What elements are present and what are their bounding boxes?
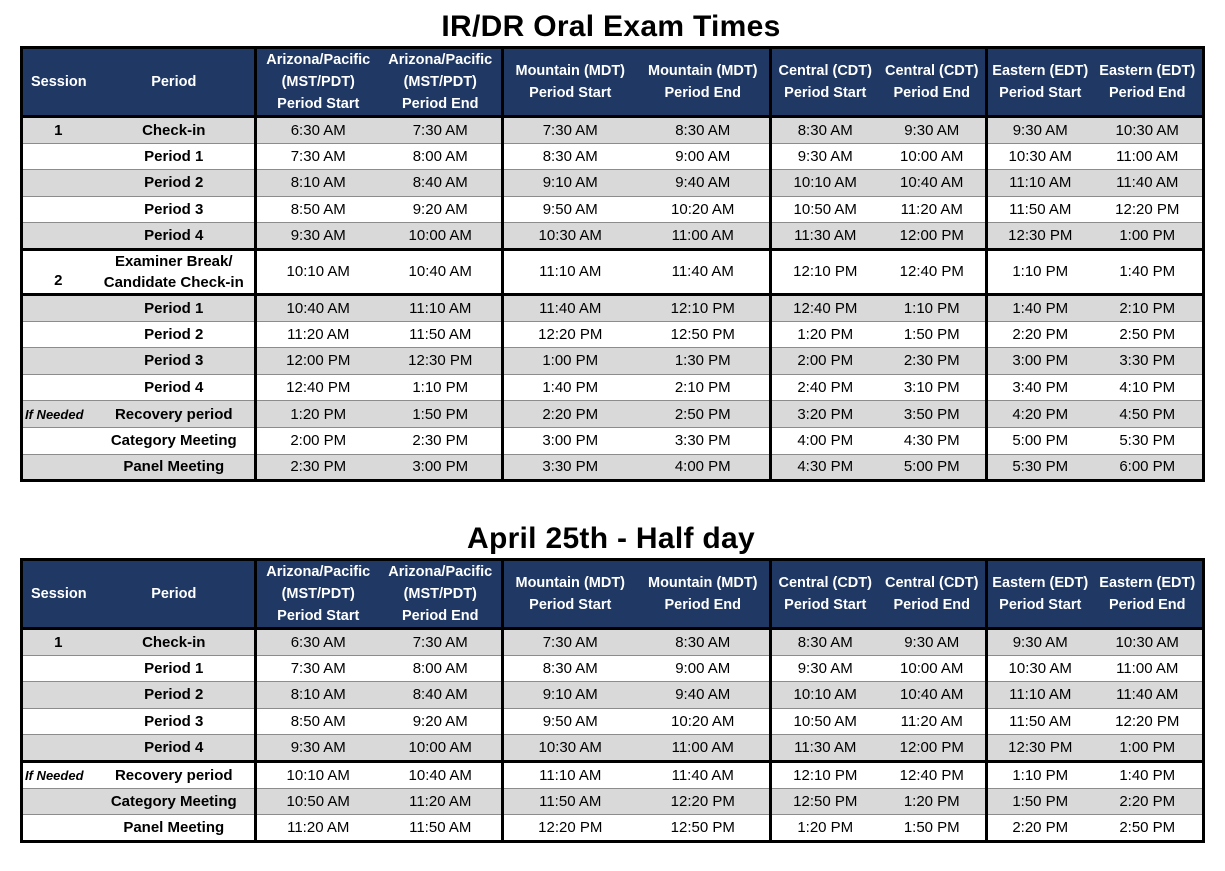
table-row — [22, 815, 1204, 842]
header-line: Period End — [664, 597, 742, 613]
time-cell: 2:10 PM — [637, 374, 771, 401]
session-cell — [22, 682, 94, 709]
time-cell: 11:40 AM — [637, 761, 771, 788]
time-cell: 8:30 AM — [637, 629, 771, 656]
time-cell: 10:40 AM — [256, 294, 380, 321]
period-cell: Check-in — [94, 629, 256, 656]
header-line: (MST/PDT) — [281, 74, 355, 90]
table-row — [22, 629, 1204, 656]
time-cell: 7:30 AM — [503, 629, 637, 656]
period-cell: Period 2 — [94, 321, 256, 348]
header-line: Arizona/Pacific — [388, 564, 493, 580]
time-cell: 1:10 PM — [380, 374, 503, 401]
column-header-az-end — [380, 48, 503, 117]
time-cell: 1:10 PM — [987, 761, 1093, 788]
time-cell: 2:20 PM — [1093, 788, 1204, 815]
time-cell: 2:00 PM — [256, 427, 380, 454]
half-day-times-table — [20, 558, 1205, 843]
table-row — [22, 735, 1204, 762]
time-cell: 10:40 AM — [879, 682, 987, 709]
header-row — [22, 48, 1204, 117]
column-header-az-start — [256, 560, 380, 629]
time-cell: 12:30 PM — [987, 223, 1093, 250]
time-cell: 10:30 AM — [503, 735, 637, 762]
table-row — [22, 427, 1204, 454]
time-cell: 4:30 PM — [879, 427, 987, 454]
header-line: Period Start — [999, 597, 1082, 613]
table-row — [22, 348, 1204, 375]
column-header-period: Period — [94, 48, 256, 117]
time-cell: 10:40 AM — [380, 249, 503, 294]
time-cell: 6:00 PM — [1093, 454, 1204, 481]
time-cell: 11:00 AM — [1093, 143, 1204, 170]
time-cell: 10:30 AM — [1093, 117, 1204, 144]
table-row — [22, 321, 1204, 348]
time-cell: 9:00 AM — [637, 655, 771, 682]
time-cell: 12:30 PM — [380, 348, 503, 375]
session-cell — [22, 655, 94, 682]
period-cell: Period 3 — [94, 196, 256, 223]
time-cell: 12:00 PM — [256, 348, 380, 375]
time-cell: 11:30 AM — [771, 735, 879, 762]
time-cell: 10:00 AM — [879, 143, 987, 170]
column-header-et-start — [987, 48, 1093, 117]
time-cell: 9:50 AM — [503, 196, 637, 223]
time-cell: 11:00 AM — [1093, 655, 1204, 682]
time-cell: 2:10 PM — [1093, 294, 1204, 321]
header-line: (MST/PDT) — [403, 586, 477, 602]
table-row — [22, 170, 1204, 197]
time-cell: 12:20 PM — [1093, 708, 1204, 735]
half-day-title: April 25th - Half day — [466, 522, 756, 555]
time-cell: 7:30 AM — [503, 117, 637, 144]
column-header-mt-end — [637, 48, 771, 117]
table-row — [22, 761, 1204, 788]
session-cell — [22, 294, 94, 321]
time-cell: 11:50 AM — [987, 196, 1093, 223]
time-cell: 1:30 PM — [637, 348, 771, 375]
time-cell: 12:20 PM — [1093, 196, 1204, 223]
header-line: Arizona/Pacific — [388, 52, 493, 68]
column-header-et-end — [1093, 560, 1204, 629]
session-cell — [22, 223, 94, 250]
period-cell: Category Meeting — [94, 427, 256, 454]
time-cell: 5:30 PM — [987, 454, 1093, 481]
time-cell: 4:50 PM — [1093, 401, 1204, 428]
time-cell: 1:00 PM — [1093, 735, 1204, 762]
header-line: Period Start — [529, 597, 612, 613]
session-cell — [22, 170, 94, 197]
time-cell: 10:00 AM — [380, 223, 503, 250]
time-cell: 2:30 PM — [380, 427, 503, 454]
column-header-period: Period — [94, 560, 256, 629]
period-cell: Period 4 — [94, 374, 256, 401]
time-cell: 12:40 PM — [256, 374, 380, 401]
time-cell: 8:50 AM — [256, 708, 380, 735]
time-cell: 10:40 AM — [380, 761, 503, 788]
time-cell: 10:40 AM — [879, 170, 987, 197]
time-cell: 8:40 AM — [380, 170, 503, 197]
column-header-ct-start — [771, 560, 879, 629]
header-line: (MST/PDT) — [281, 586, 355, 602]
time-cell: 8:30 AM — [771, 629, 879, 656]
time-cell: 1:50 PM — [879, 815, 987, 842]
time-cell: 9:20 AM — [380, 708, 503, 735]
time-cell: 1:10 PM — [879, 294, 987, 321]
header-line: Arizona/Pacific — [266, 564, 371, 580]
period-cell: Period 2 — [94, 682, 256, 709]
time-cell: 10:50 AM — [771, 196, 879, 223]
time-cell: 7:30 AM — [380, 117, 503, 144]
time-cell: 4:30 PM — [771, 454, 879, 481]
schedule-section-main — [20, 10, 1202, 482]
time-cell: 10:00 AM — [879, 655, 987, 682]
time-cell: 1:20 PM — [256, 401, 380, 428]
table-row — [22, 196, 1204, 223]
time-cell: 8:10 AM — [256, 682, 380, 709]
time-cell: 2:30 PM — [256, 454, 380, 481]
period-cell: Recovery period — [94, 401, 256, 428]
time-cell: 9:30 AM — [987, 629, 1093, 656]
session-cell — [22, 143, 94, 170]
session-cell: If Needed — [22, 761, 94, 788]
time-cell: 2:20 PM — [987, 321, 1093, 348]
time-cell: 9:30 AM — [987, 117, 1093, 144]
time-cell: 12:30 PM — [987, 735, 1093, 762]
page-title: IR/DR Oral Exam Times — [441, 10, 781, 43]
time-cell: 11:10 AM — [380, 294, 503, 321]
time-cell: 10:30 AM — [987, 655, 1093, 682]
time-cell: 8:30 AM — [503, 143, 637, 170]
period-cell: Period 3 — [94, 348, 256, 375]
header-line: Period End — [664, 85, 742, 101]
header-line: Period End — [893, 597, 971, 613]
time-cell: 8:30 AM — [503, 655, 637, 682]
time-cell: 4:00 PM — [637, 454, 771, 481]
period-cell: Panel Meeting — [94, 815, 256, 842]
table-row — [22, 117, 1204, 144]
header-line: Eastern (EDT) — [992, 575, 1089, 591]
time-cell: 2:50 PM — [637, 401, 771, 428]
time-cell: 9:50 AM — [503, 708, 637, 735]
time-cell: 9:20 AM — [380, 196, 503, 223]
header-line: Period End — [893, 85, 971, 101]
period-cell: Period 2 — [94, 170, 256, 197]
header-line: Arizona/Pacific — [266, 52, 371, 68]
header-line: Eastern (EDT) — [1099, 63, 1196, 79]
time-cell: 3:50 PM — [879, 401, 987, 428]
period-cell — [94, 249, 256, 294]
header-row — [22, 560, 1204, 629]
time-cell: 1:40 PM — [1093, 249, 1204, 294]
time-cell: 9:00 AM — [637, 143, 771, 170]
header-line: Period End — [1108, 85, 1186, 101]
time-cell: 9:40 AM — [637, 682, 771, 709]
session-cell: 1 — [22, 629, 94, 656]
time-cell: 7:30 AM — [256, 143, 380, 170]
time-cell: 4:20 PM — [987, 401, 1093, 428]
time-cell: 3:40 PM — [987, 374, 1093, 401]
time-cell: 5:30 PM — [1093, 427, 1204, 454]
time-cell: 2:20 PM — [987, 815, 1093, 842]
header-line: Period Start — [999, 85, 1082, 101]
period-cell: Period 1 — [94, 655, 256, 682]
column-header-session: Session — [22, 560, 94, 629]
header-line: Period Start — [277, 608, 360, 624]
time-cell: 2:30 PM — [879, 348, 987, 375]
header-line: Period Start — [529, 85, 612, 101]
time-cell: 12:40 PM — [879, 761, 987, 788]
time-cell: 12:50 PM — [771, 788, 879, 815]
header-line: Central (CDT) — [885, 63, 979, 79]
time-cell: 2:00 PM — [771, 348, 879, 375]
time-cell: 8:00 AM — [380, 143, 503, 170]
time-cell: 8:10 AM — [256, 170, 380, 197]
header-line: Mountain (MDT) — [647, 575, 758, 591]
time-cell: 11:50 AM — [380, 321, 503, 348]
column-header-mt-start — [503, 560, 637, 629]
time-cell: 3:00 PM — [380, 454, 503, 481]
time-cell: 9:10 AM — [503, 682, 637, 709]
time-cell: 12:40 PM — [771, 294, 879, 321]
column-header-et-start — [987, 560, 1093, 629]
time-cell: 1:10 PM — [987, 249, 1093, 294]
table-row — [22, 294, 1204, 321]
time-cell: 4:10 PM — [1093, 374, 1204, 401]
time-cell: 11:20 AM — [879, 708, 987, 735]
time-cell: 10:50 AM — [256, 788, 380, 815]
time-cell: 5:00 PM — [879, 454, 987, 481]
header-line: Period End — [1108, 597, 1186, 613]
time-cell: 1:40 PM — [987, 294, 1093, 321]
session-cell — [22, 196, 94, 223]
session-cell — [22, 788, 94, 815]
time-cell: 11:50 AM — [380, 815, 503, 842]
header-line: Period Start — [784, 85, 867, 101]
time-cell: 1:40 PM — [503, 374, 637, 401]
time-cell: 11:00 AM — [637, 223, 771, 250]
time-cell: 1:00 PM — [1093, 223, 1204, 250]
time-cell: 8:30 AM — [637, 117, 771, 144]
header-line: Period Start — [784, 597, 867, 613]
time-cell: 8:40 AM — [380, 682, 503, 709]
time-cell: 3:00 PM — [987, 348, 1093, 375]
column-header-mt-start — [503, 48, 637, 117]
time-cell: 1:50 PM — [987, 788, 1093, 815]
time-cell: 10:30 AM — [1093, 629, 1204, 656]
time-cell: 11:50 AM — [503, 788, 637, 815]
time-cell: 9:30 AM — [256, 223, 380, 250]
session-cell: 2 — [22, 249, 94, 294]
period-cell: Period 3 — [94, 708, 256, 735]
header-line: Period Start — [277, 96, 360, 112]
session-cell — [22, 454, 94, 481]
session-cell — [22, 348, 94, 375]
time-cell: 9:30 AM — [879, 629, 987, 656]
time-cell: 11:40 AM — [1093, 170, 1204, 197]
time-cell: 12:20 PM — [503, 815, 637, 842]
header-line: (MST/PDT) — [403, 74, 477, 90]
time-cell: 2:40 PM — [771, 374, 879, 401]
column-header-et-end — [1093, 48, 1204, 117]
session-cell: If Needed — [22, 401, 94, 428]
time-cell: 4:00 PM — [771, 427, 879, 454]
period-line: Candidate Check-in — [103, 273, 244, 291]
session-cell — [22, 427, 94, 454]
period-cell: Period 4 — [94, 223, 256, 250]
time-cell: 11:10 AM — [987, 682, 1093, 709]
time-cell: 7:30 AM — [380, 629, 503, 656]
time-cell: 8:30 AM — [771, 117, 879, 144]
time-cell: 1:20 PM — [879, 788, 987, 815]
time-cell: 12:20 PM — [637, 788, 771, 815]
time-cell: 11:20 AM — [879, 196, 987, 223]
table-row — [22, 143, 1204, 170]
time-cell: 11:40 AM — [503, 294, 637, 321]
time-cell: 3:30 PM — [503, 454, 637, 481]
table-row — [22, 223, 1204, 250]
table-row — [22, 655, 1204, 682]
time-cell: 3:20 PM — [771, 401, 879, 428]
time-cell: 10:30 AM — [987, 143, 1093, 170]
time-cell: 10:30 AM — [503, 223, 637, 250]
schedule-section-half-day — [20, 522, 1202, 843]
header-line: Central (CDT) — [778, 63, 872, 79]
time-cell: 9:40 AM — [637, 170, 771, 197]
time-cell: 10:10 AM — [771, 170, 879, 197]
column-header-az-start — [256, 48, 380, 117]
time-cell: 11:20 AM — [256, 815, 380, 842]
time-cell: 2:50 PM — [1093, 321, 1204, 348]
time-cell: 12:40 PM — [879, 249, 987, 294]
time-cell: 1:50 PM — [879, 321, 987, 348]
time-cell: 12:00 PM — [879, 223, 987, 250]
session-cell — [22, 374, 94, 401]
time-cell: 1:00 PM — [503, 348, 637, 375]
period-cell: Period 1 — [94, 143, 256, 170]
column-header-ct-start — [771, 48, 879, 117]
time-cell: 1:50 PM — [380, 401, 503, 428]
time-cell: 11:10 AM — [987, 170, 1093, 197]
header-line: Period End — [401, 608, 479, 624]
header-line: Eastern (EDT) — [992, 63, 1089, 79]
session-cell — [22, 321, 94, 348]
time-cell: 11:00 AM — [637, 735, 771, 762]
time-cell: 11:30 AM — [771, 223, 879, 250]
column-header-ct-end — [879, 48, 987, 117]
time-cell: 5:00 PM — [987, 427, 1093, 454]
time-cell: 9:30 AM — [771, 143, 879, 170]
header-line: Mountain (MDT) — [515, 575, 626, 591]
column-header-az-end — [380, 560, 503, 629]
session-cell — [22, 735, 94, 762]
time-cell: 2:50 PM — [1093, 815, 1204, 842]
time-cell: 10:20 AM — [637, 196, 771, 223]
time-cell: 11:40 AM — [637, 249, 771, 294]
time-cell: 12:10 PM — [637, 294, 771, 321]
time-cell: 3:30 PM — [1093, 348, 1204, 375]
time-cell: 10:10 AM — [256, 249, 380, 294]
header-line: Eastern (EDT) — [1099, 575, 1196, 591]
header-line: Period End — [401, 96, 479, 112]
time-cell: 6:30 AM — [256, 629, 380, 656]
time-cell: 3:10 PM — [879, 374, 987, 401]
time-cell: 7:30 AM — [256, 655, 380, 682]
table-row — [22, 249, 1204, 294]
table-row — [22, 708, 1204, 735]
time-cell: 9:30 AM — [256, 735, 380, 762]
time-cell: 1:20 PM — [771, 815, 879, 842]
period-cell: Panel Meeting — [94, 454, 256, 481]
period-cell: Check-in — [94, 117, 256, 144]
header-line: Central (CDT) — [778, 575, 872, 591]
header-line: Central (CDT) — [885, 575, 979, 591]
table-row — [22, 788, 1204, 815]
time-cell: 10:10 AM — [256, 761, 380, 788]
time-cell: 10:50 AM — [771, 708, 879, 735]
period-cell: Period 1 — [94, 294, 256, 321]
time-cell: 9:30 AM — [879, 117, 987, 144]
period-line: Examiner Break/ — [114, 252, 233, 270]
table-row — [22, 682, 1204, 709]
time-cell: 11:20 AM — [380, 788, 503, 815]
period-cell: Period 4 — [94, 735, 256, 762]
time-cell: 12:50 PM — [637, 321, 771, 348]
column-header-mt-end — [637, 560, 771, 629]
table-row — [22, 374, 1204, 401]
time-cell: 3:30 PM — [637, 427, 771, 454]
time-cell: 11:50 AM — [987, 708, 1093, 735]
time-cell: 12:10 PM — [771, 761, 879, 788]
time-cell: 10:10 AM — [771, 682, 879, 709]
time-cell: 12:00 PM — [879, 735, 987, 762]
time-cell: 9:30 AM — [771, 655, 879, 682]
session-cell — [22, 708, 94, 735]
time-cell: 11:10 AM — [503, 761, 637, 788]
header-line: Mountain (MDT) — [647, 63, 758, 79]
time-cell: 8:50 AM — [256, 196, 380, 223]
time-cell: 3:00 PM — [503, 427, 637, 454]
header-line: Mountain (MDT) — [515, 63, 626, 79]
session-cell — [22, 815, 94, 842]
time-cell: 12:20 PM — [503, 321, 637, 348]
table-row — [22, 454, 1204, 481]
time-cell: 12:10 PM — [771, 249, 879, 294]
period-cell: Recovery period — [94, 761, 256, 788]
time-cell: 9:10 AM — [503, 170, 637, 197]
time-cell: 11:10 AM — [503, 249, 637, 294]
time-cell: 6:30 AM — [256, 117, 380, 144]
time-cell: 11:40 AM — [1093, 682, 1204, 709]
time-cell: 12:50 PM — [637, 815, 771, 842]
table-row — [22, 401, 1204, 428]
column-header-session: Session — [22, 48, 94, 117]
time-cell: 10:00 AM — [380, 735, 503, 762]
time-cell: 10:20 AM — [637, 708, 771, 735]
time-cell: 1:40 PM — [1093, 761, 1204, 788]
time-cell: 11:20 AM — [256, 321, 380, 348]
session-cell: 1 — [22, 117, 94, 144]
exam-times-table — [20, 46, 1205, 482]
time-cell: 8:00 AM — [380, 655, 503, 682]
column-header-ct-end — [879, 560, 987, 629]
time-cell: 2:20 PM — [503, 401, 637, 428]
time-cell: 1:20 PM — [771, 321, 879, 348]
period-cell: Category Meeting — [94, 788, 256, 815]
